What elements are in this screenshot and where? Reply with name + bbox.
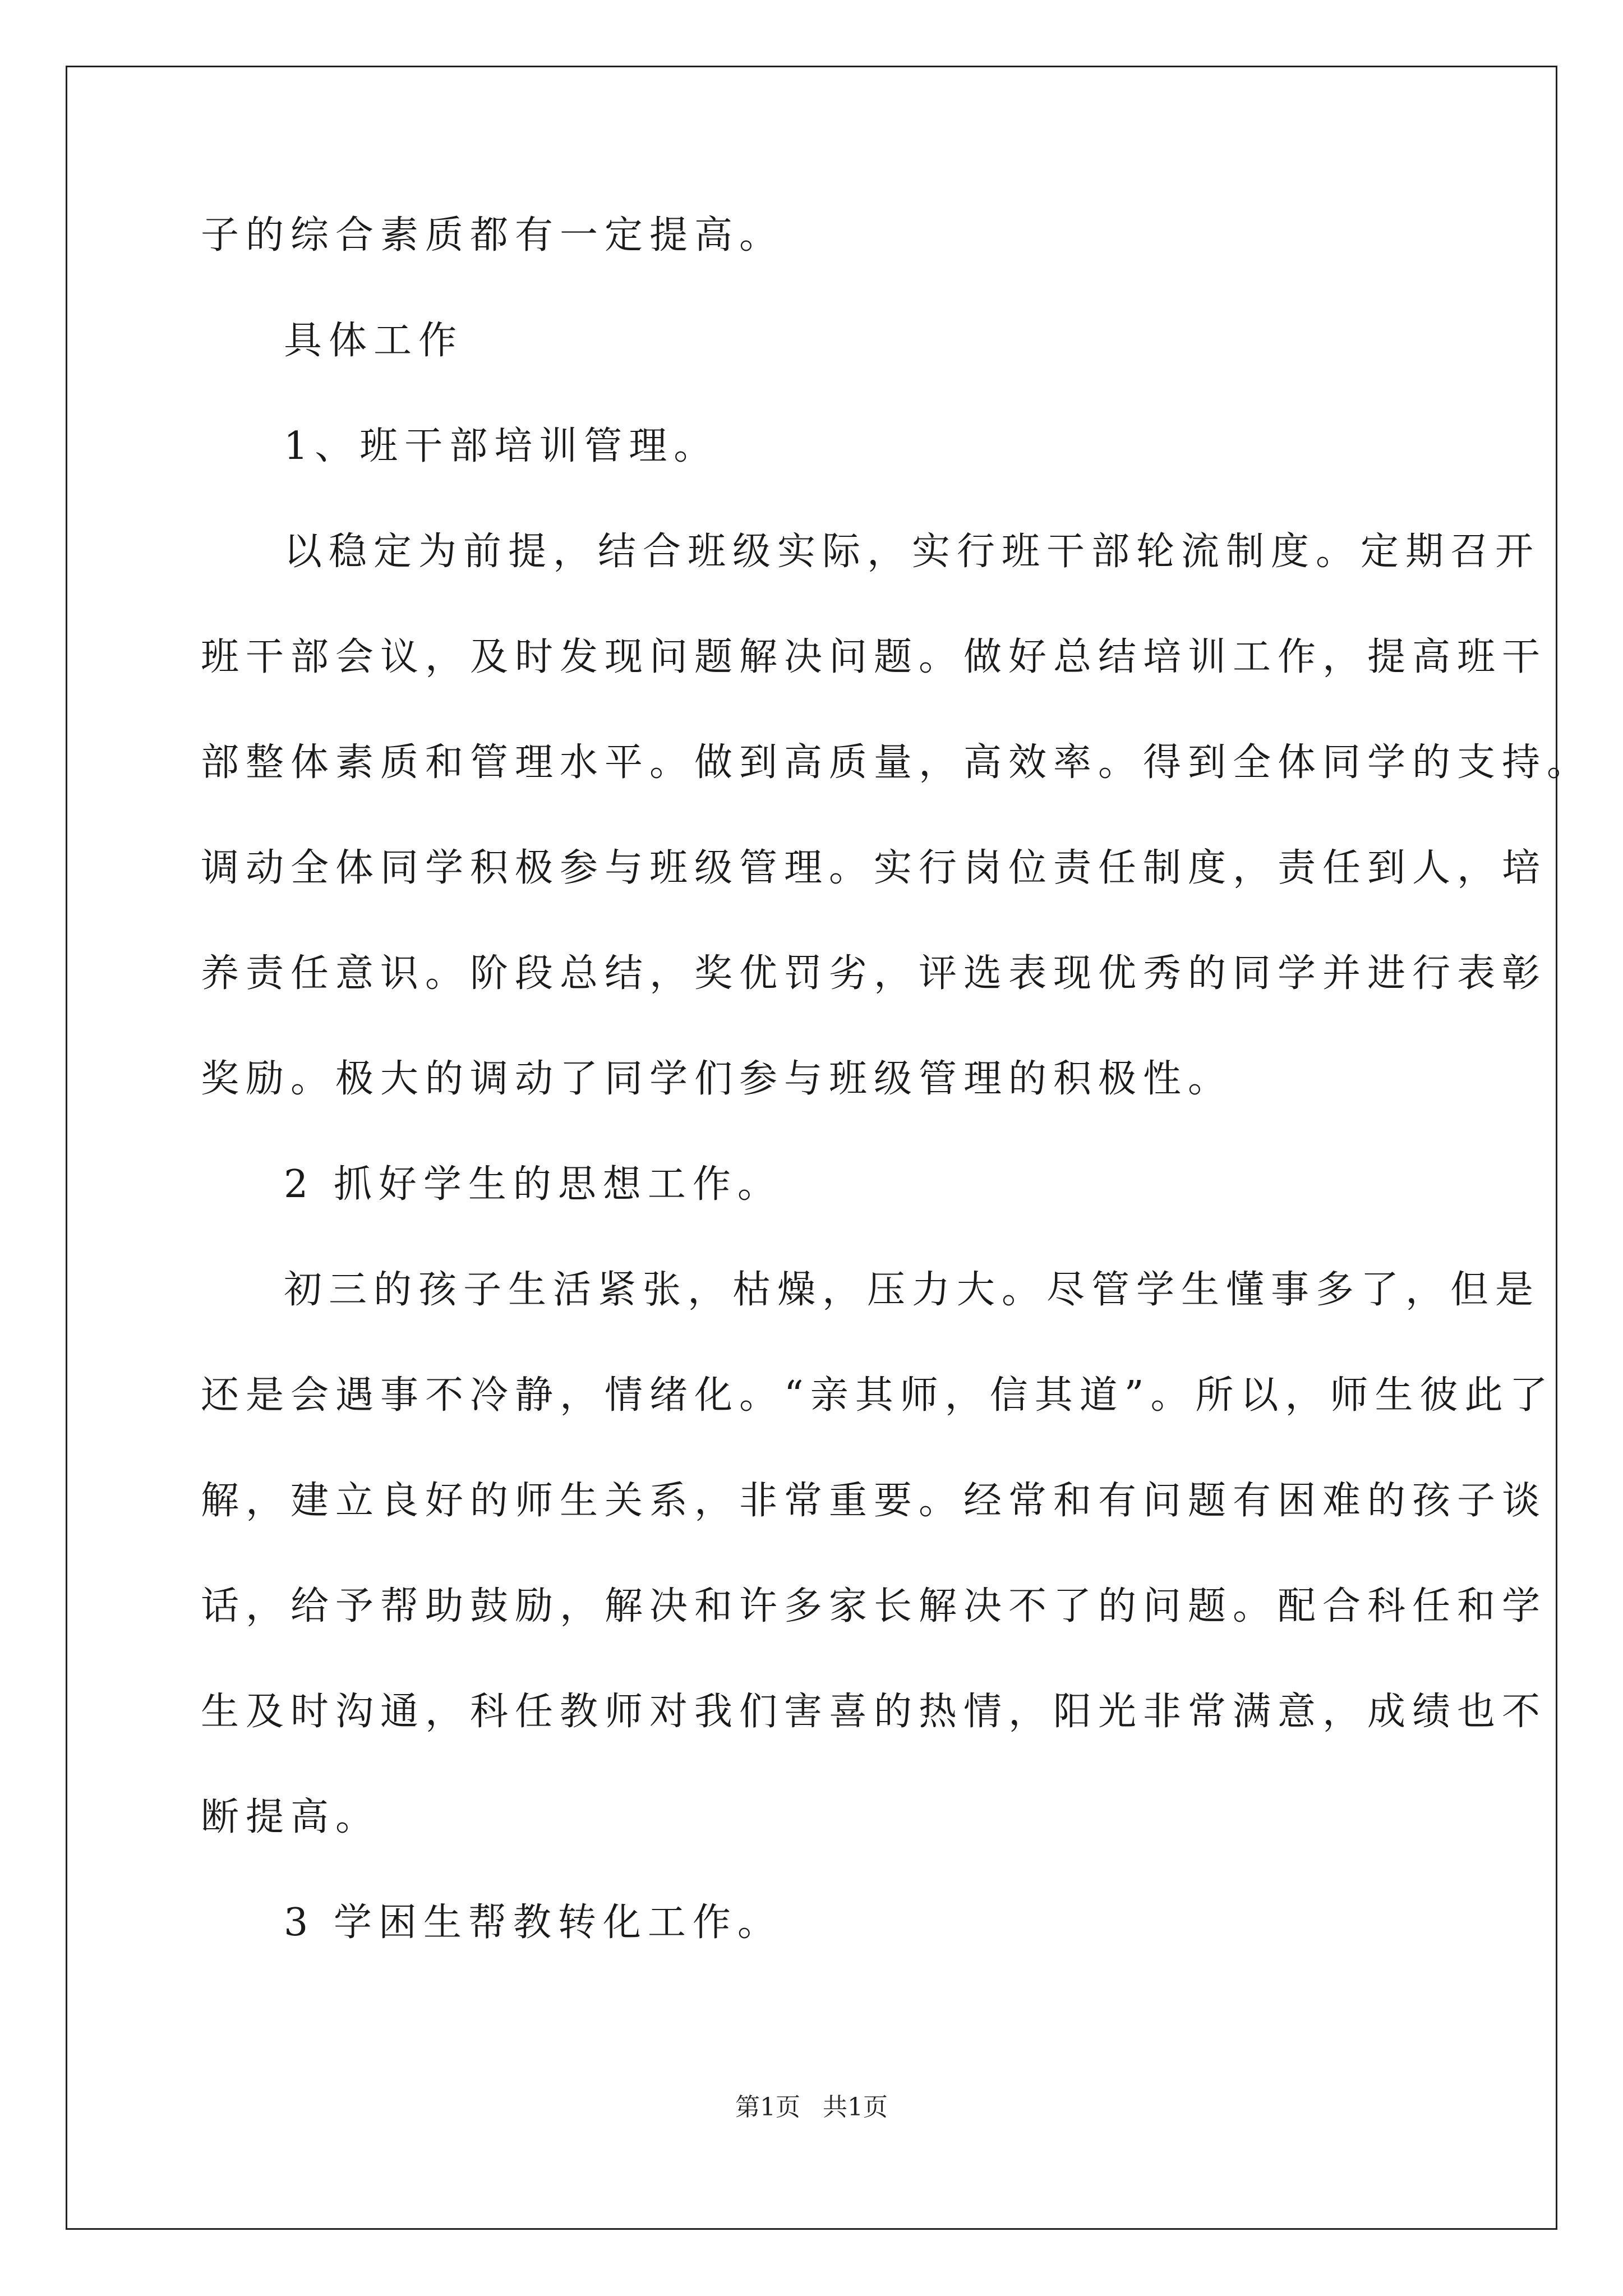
text-line: 生及时沟通，科任教师对我们害喜的热情，阳光非常满意，成绩也不 (201, 1690, 1547, 1734)
page-total: 共1页 (823, 2093, 888, 2122)
text-line: 养责任意识。阶段总结，奖优罚劣，评选表现优秀的同学并进行表彰 (201, 951, 1547, 996)
text-line: 解，建立良好的师生关系，非常重要。经常和有问题有困难的孩子谈 (201, 1479, 1547, 1523)
text-line: 调动全体同学积极参与班级管理。实行岗位责任制度，责任到人，培 (201, 846, 1547, 890)
text-line: 初三的孩子生活紧张，枯燥，压力大。尽管学生懂事多了，但是 (284, 1268, 1541, 1312)
subsection-heading: 1、班干部培训管理。 (284, 424, 719, 468)
text-line: 话，给予帮助鼓励，解决和许多家长解决不了的问题。配合科任和学 (201, 1584, 1547, 1628)
text-line: 奖励。极大的调动了同学们参与班级管理的积极性。 (201, 1057, 1233, 1101)
subsection-heading: 3 学困生帮教转化工作。 (284, 1901, 782, 1945)
page-footer (0, 2087, 1623, 2123)
page-number: 第1页 (735, 2093, 800, 2122)
text-line: 以稳定为前提，结合班级实际，实行班干部轮流制度。定期召开 (284, 530, 1541, 574)
text-line: 子的综合素质都有一定提高。 (201, 213, 785, 257)
subsection-heading: 2 抓好学生的思想工作。 (284, 1162, 782, 1207)
text-line: 还是会遇事不冷静，情绪化。“亲其师，信其道”。所以，师生彼此了 (201, 1373, 1555, 1418)
text-line: 班干部会议，及时发现问题解决问题。做好总结培训工作，提高班干 (201, 635, 1547, 679)
text-line: 部整体素质和管理水平。做到高质量，高效率。得到全体同学的支持。 (201, 740, 1592, 785)
section-heading: 具体工作 (284, 319, 464, 363)
document-body (201, 208, 1592, 2000)
text-line: 断提高。 (201, 1795, 381, 1839)
